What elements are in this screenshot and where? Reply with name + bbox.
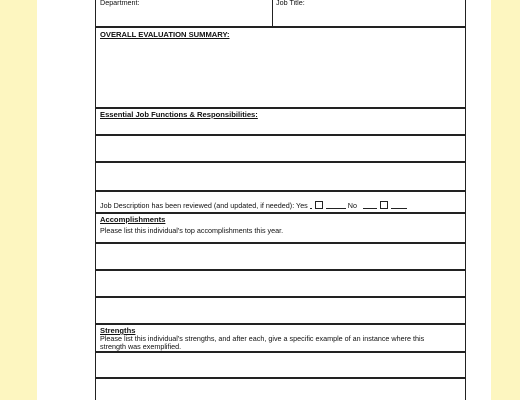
accomplishments-box[interactable] [95, 213, 466, 243]
accomplishments-line-3[interactable] [95, 297, 466, 324]
job-description-row [95, 191, 466, 213]
essential-functions-line-2[interactable] [95, 162, 466, 191]
no-checkbox[interactable] [380, 201, 388, 209]
job-title-label: Job Title: [276, 0, 305, 7]
overall-summary-box[interactable] [95, 27, 466, 108]
department-label: Department: [100, 0, 140, 7]
strengths-box[interactable] [95, 324, 466, 352]
header-divider [272, 0, 273, 26]
accomplishments-heading: Accomplishments [100, 215, 166, 224]
yes-blank-right [326, 208, 346, 209]
strengths-line-1[interactable] [95, 352, 466, 378]
no-blank-left [363, 208, 377, 209]
accomplishments-line-1[interactable] [95, 243, 466, 270]
no-blank-right [391, 208, 407, 209]
header-row [95, 0, 466, 27]
strengths-heading: Strengths [100, 326, 136, 335]
yes-blank-left [310, 208, 312, 209]
yes-checkbox[interactable] [315, 201, 323, 209]
strengths-line-2[interactable] [95, 378, 466, 400]
job-description-prefix: Job Description has been reviewed (and updated, if needed): Yes [100, 201, 308, 210]
accomplishments-instruction: Please list this individual's top accomplishments this year. [100, 226, 284, 235]
job-description-question [100, 201, 407, 210]
essential-functions-heading: Essential Job Functions & Responsibilities: [100, 110, 258, 119]
strengths-instruction: Please list this individual's strengths, and after each, give a specific example of an instance where this strength was exemplified. [100, 334, 425, 351]
no-label: No [347, 201, 357, 210]
essential-functions-box[interactable] [95, 108, 466, 135]
overall-summary-heading: OVERALL EVALUATION SUMMARY: [100, 30, 230, 39]
essential-functions-line-1[interactable] [95, 135, 466, 162]
accomplishments-line-2[interactable] [95, 270, 466, 297]
